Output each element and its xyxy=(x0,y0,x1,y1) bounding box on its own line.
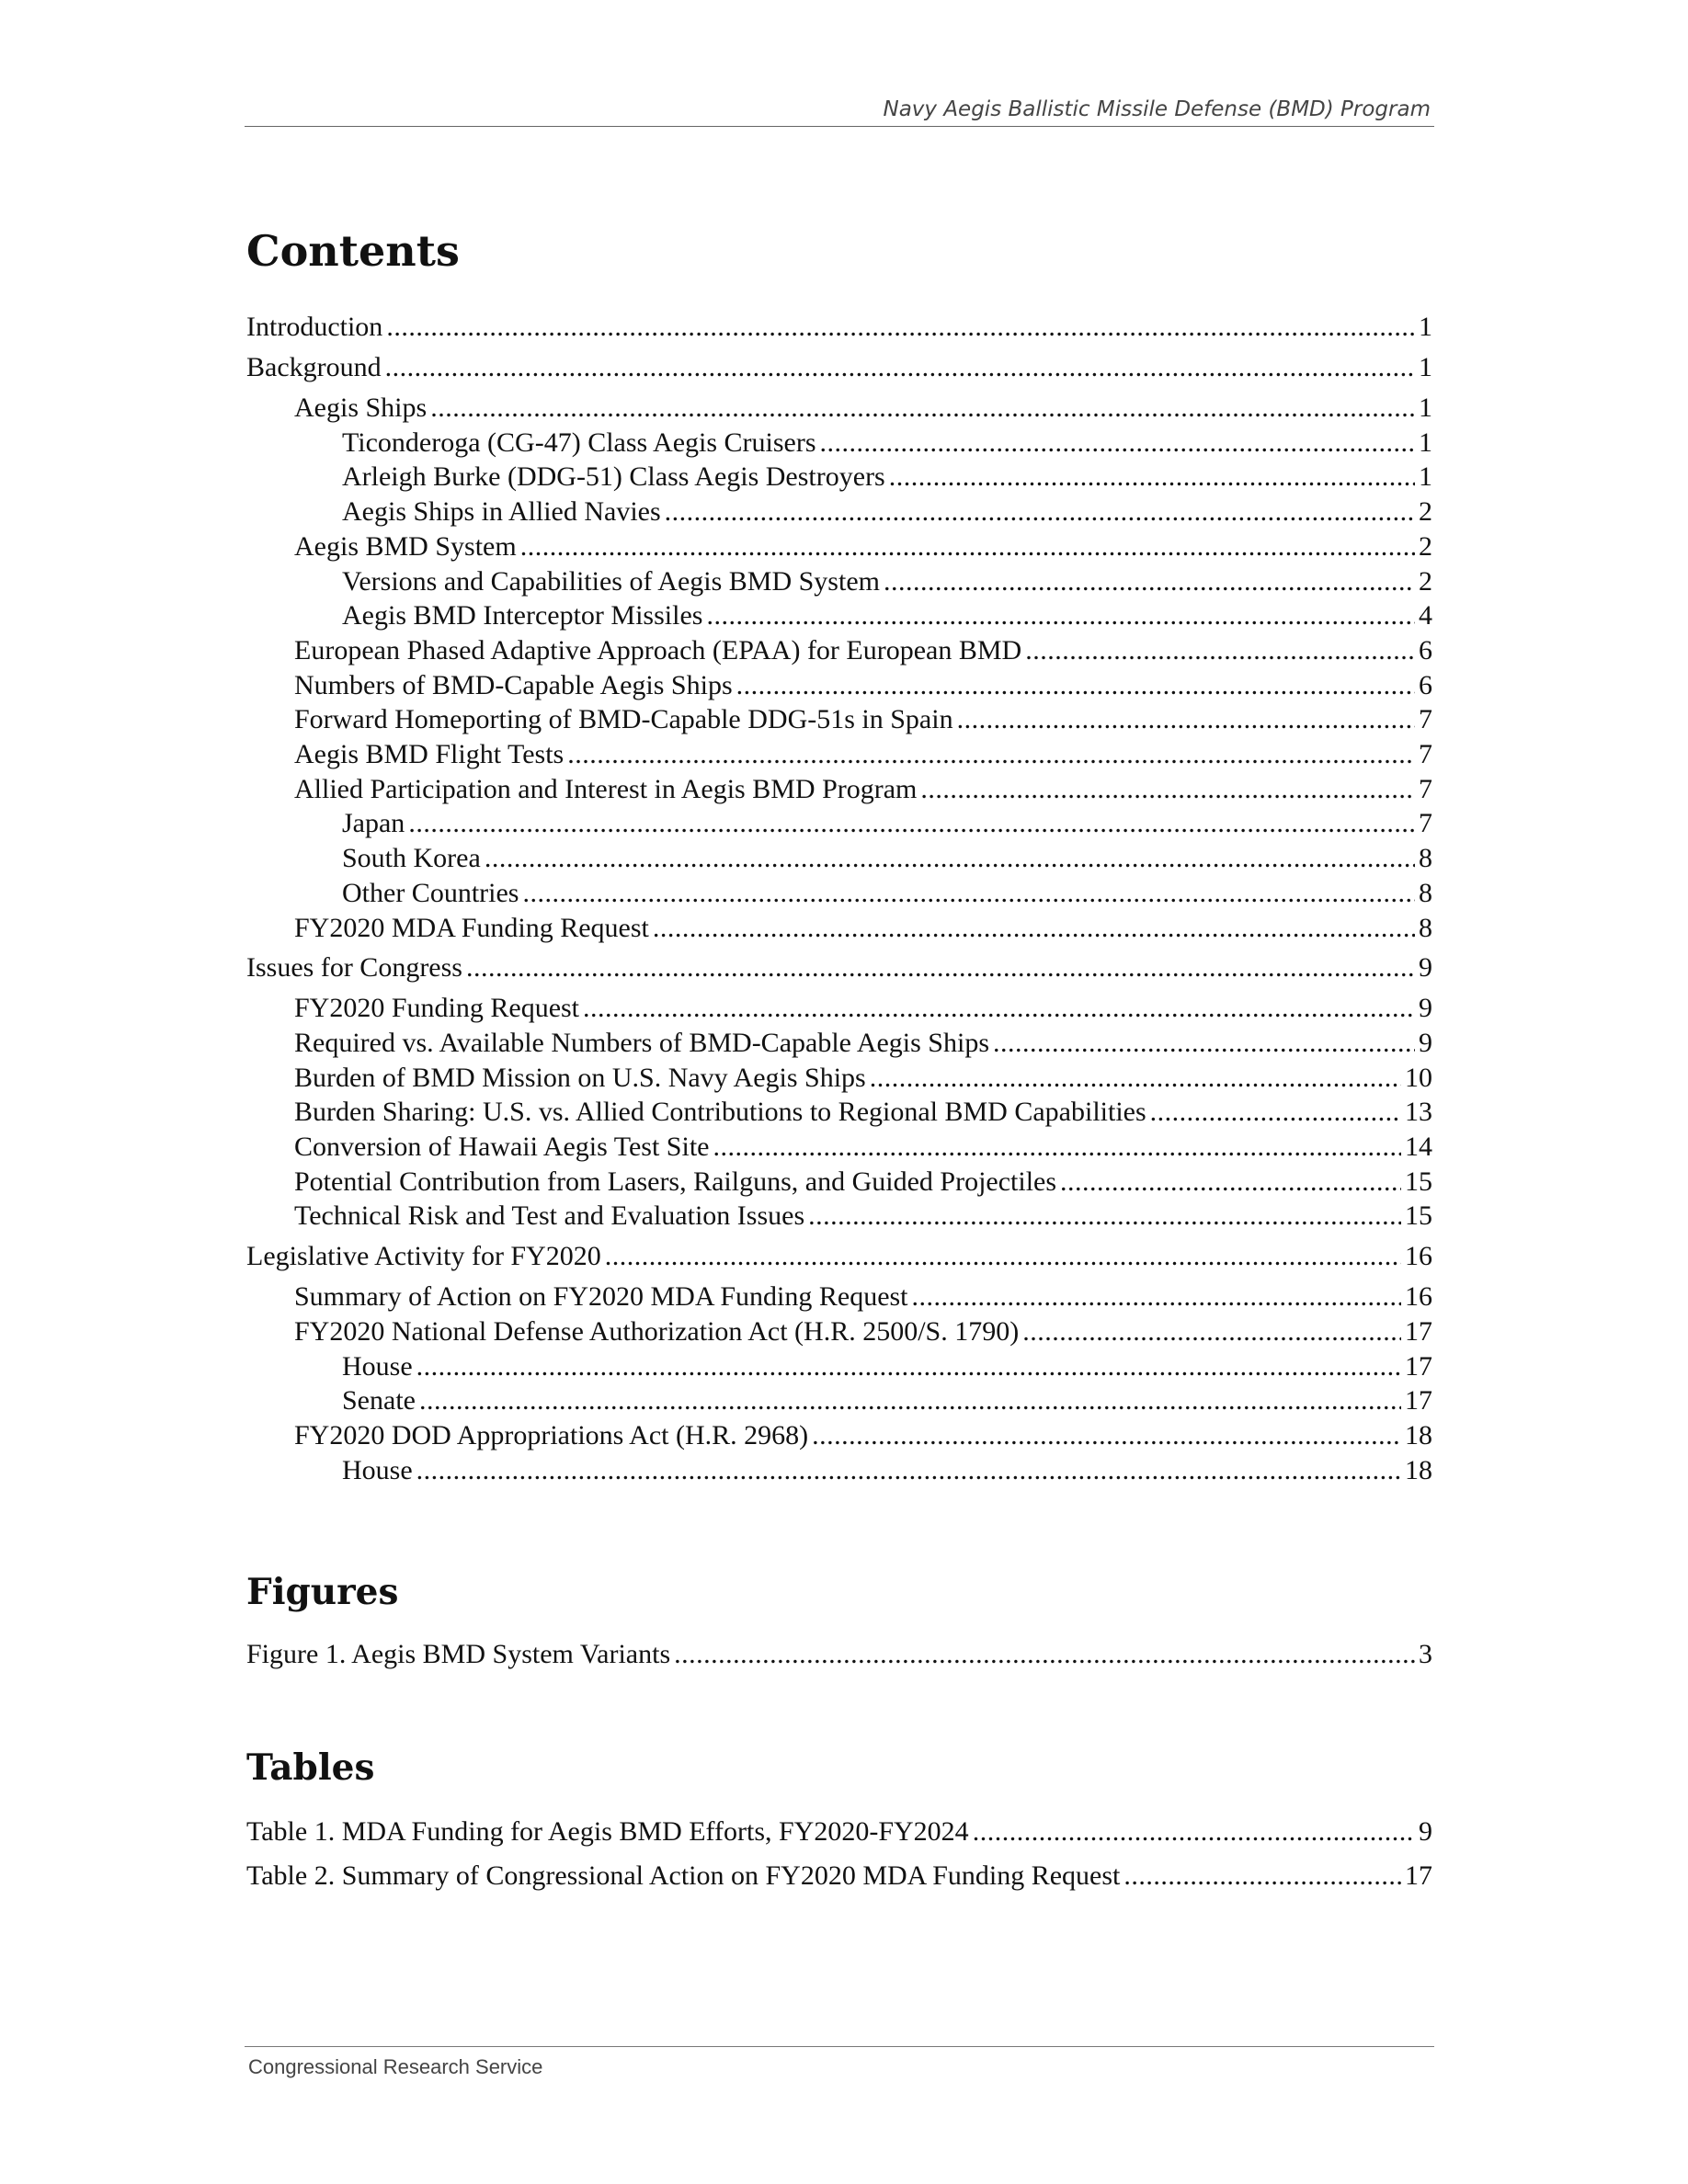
toc-entry[interactable]: Aegis Ships in Allied Navies ..... 2 xyxy=(246,495,1432,529)
toc-entry[interactable]: FY2020 DOD Appropriations Act (H.R. 2968) ..... 18 xyxy=(246,1418,1432,1453)
toc-entry[interactable]: FY2020 National Defense Authorization Act (H.R. 2500/S. 1790) ..... 17 xyxy=(246,1314,1432,1349)
toc-entry[interactable]: Technical Risk and Test and Evaluation Issues ..... 15 xyxy=(246,1199,1432,1234)
toc-entry[interactable]: South Korea ..... 8 xyxy=(246,841,1432,876)
toc-entry[interactable]: Allied Participation and Interest in Aegis BMD Program ..... 7 xyxy=(246,772,1432,807)
table-of-contents xyxy=(246,225,1432,1894)
toc-entry[interactable]: Aegis BMD Flight Tests ..... 7 xyxy=(246,737,1432,772)
toc-entry[interactable]: House ..... 17 xyxy=(246,1349,1432,1384)
toc-entry[interactable]: Introduction ..... 1 xyxy=(246,310,1432,345)
header-rule xyxy=(245,126,1434,127)
toc-entry[interactable]: Background ..... 1 xyxy=(246,350,1432,385)
footer-rule xyxy=(245,2046,1434,2047)
toc-entry[interactable]: Legislative Activity for FY2020 ..... 16 xyxy=(246,1239,1432,1274)
toc-entry[interactable]: Burden of BMD Mission on U.S. Navy Aegis Ships ..... 10 xyxy=(246,1061,1432,1096)
toc-entry[interactable]: FY2020 MDA Funding Request ..... 8 xyxy=(246,911,1432,946)
toc-entry[interactable]: Aegis Ships ..... 1 xyxy=(246,391,1432,426)
table-entry[interactable]: Table 2. Summary of Congressional Action on FY2020 MDA Funding Request ..... 17 xyxy=(246,1859,1432,1894)
toc-entry[interactable]: Aegis BMD System ..... 2 xyxy=(246,529,1432,564)
running-header: Navy Aegis Ballistic Missile Defense (BMD) Program xyxy=(883,97,1431,121)
toc-entry[interactable]: Required vs. Available Numbers of BMD-Capable Aegis Ships ..... 9 xyxy=(246,1026,1432,1061)
toc-entry[interactable]: Burden Sharing: U.S. vs. Allied Contributions to Regional BMD Capabilities ..... 13 xyxy=(246,1095,1432,1130)
figure-entry[interactable]: Figure 1. Aegis BMD System Variants ..... 3 xyxy=(246,1637,1432,1672)
toc-entry[interactable]: House ..... 18 xyxy=(246,1453,1432,1488)
toc-entry[interactable]: Other Countries ..... 8 xyxy=(246,876,1432,911)
footer-source: Congressional Research Service xyxy=(248,2055,543,2078)
figures-heading: Figures xyxy=(246,1571,399,1614)
toc-entry[interactable]: Versions and Capabilities of Aegis BMD System ..... 2 xyxy=(246,564,1432,599)
contents-list xyxy=(246,310,1432,1487)
figures-list xyxy=(246,1637,1432,1672)
toc-entry[interactable]: Aegis BMD Interceptor Missiles ..... 4 xyxy=(246,598,1432,633)
table-entry[interactable]: Table 1. MDA Funding for Aegis BMD Efforts, FY2020-FY2024 ..... 9 xyxy=(246,1814,1432,1849)
toc-entry[interactable]: Forward Homeporting of BMD-Capable DDG-51s in Spain ..... 7 xyxy=(246,702,1432,737)
toc-entry[interactable]: Japan ..... 7 xyxy=(246,806,1432,841)
contents-heading: Contents xyxy=(246,226,460,276)
tables-list xyxy=(246,1814,1432,1894)
tables-heading: Tables xyxy=(246,1746,375,1790)
toc-entry[interactable]: Senate ..... 17 xyxy=(246,1383,1432,1418)
toc-entry[interactable]: Issues for Congress ..... 9 xyxy=(246,950,1432,985)
toc-entry[interactable]: Arleigh Burke (DDG-51) Class Aegis Destroyers ..... 1 xyxy=(246,460,1432,495)
toc-entry[interactable]: Numbers of BMD-Capable Aegis Ships ..... 6 xyxy=(246,668,1432,703)
toc-entry[interactable]: European Phased Adaptive Approach (EPAA) for European BMD ..... 6 xyxy=(246,633,1432,668)
toc-entry[interactable]: Summary of Action on FY2020 MDA Funding Request ..... 16 xyxy=(246,1280,1432,1314)
toc-entry[interactable]: Conversion of Hawaii Aegis Test Site ..... 14 xyxy=(246,1130,1432,1165)
toc-entry[interactable]: Potential Contribution from Lasers, Railguns, and Guided Projectiles ..... 15 xyxy=(246,1165,1432,1200)
toc-entry[interactable]: Ticonderoga (CG-47) Class Aegis Cruisers ..... 1 xyxy=(246,426,1432,461)
toc-entry[interactable]: FY2020 Funding Request ..... 9 xyxy=(246,991,1432,1026)
